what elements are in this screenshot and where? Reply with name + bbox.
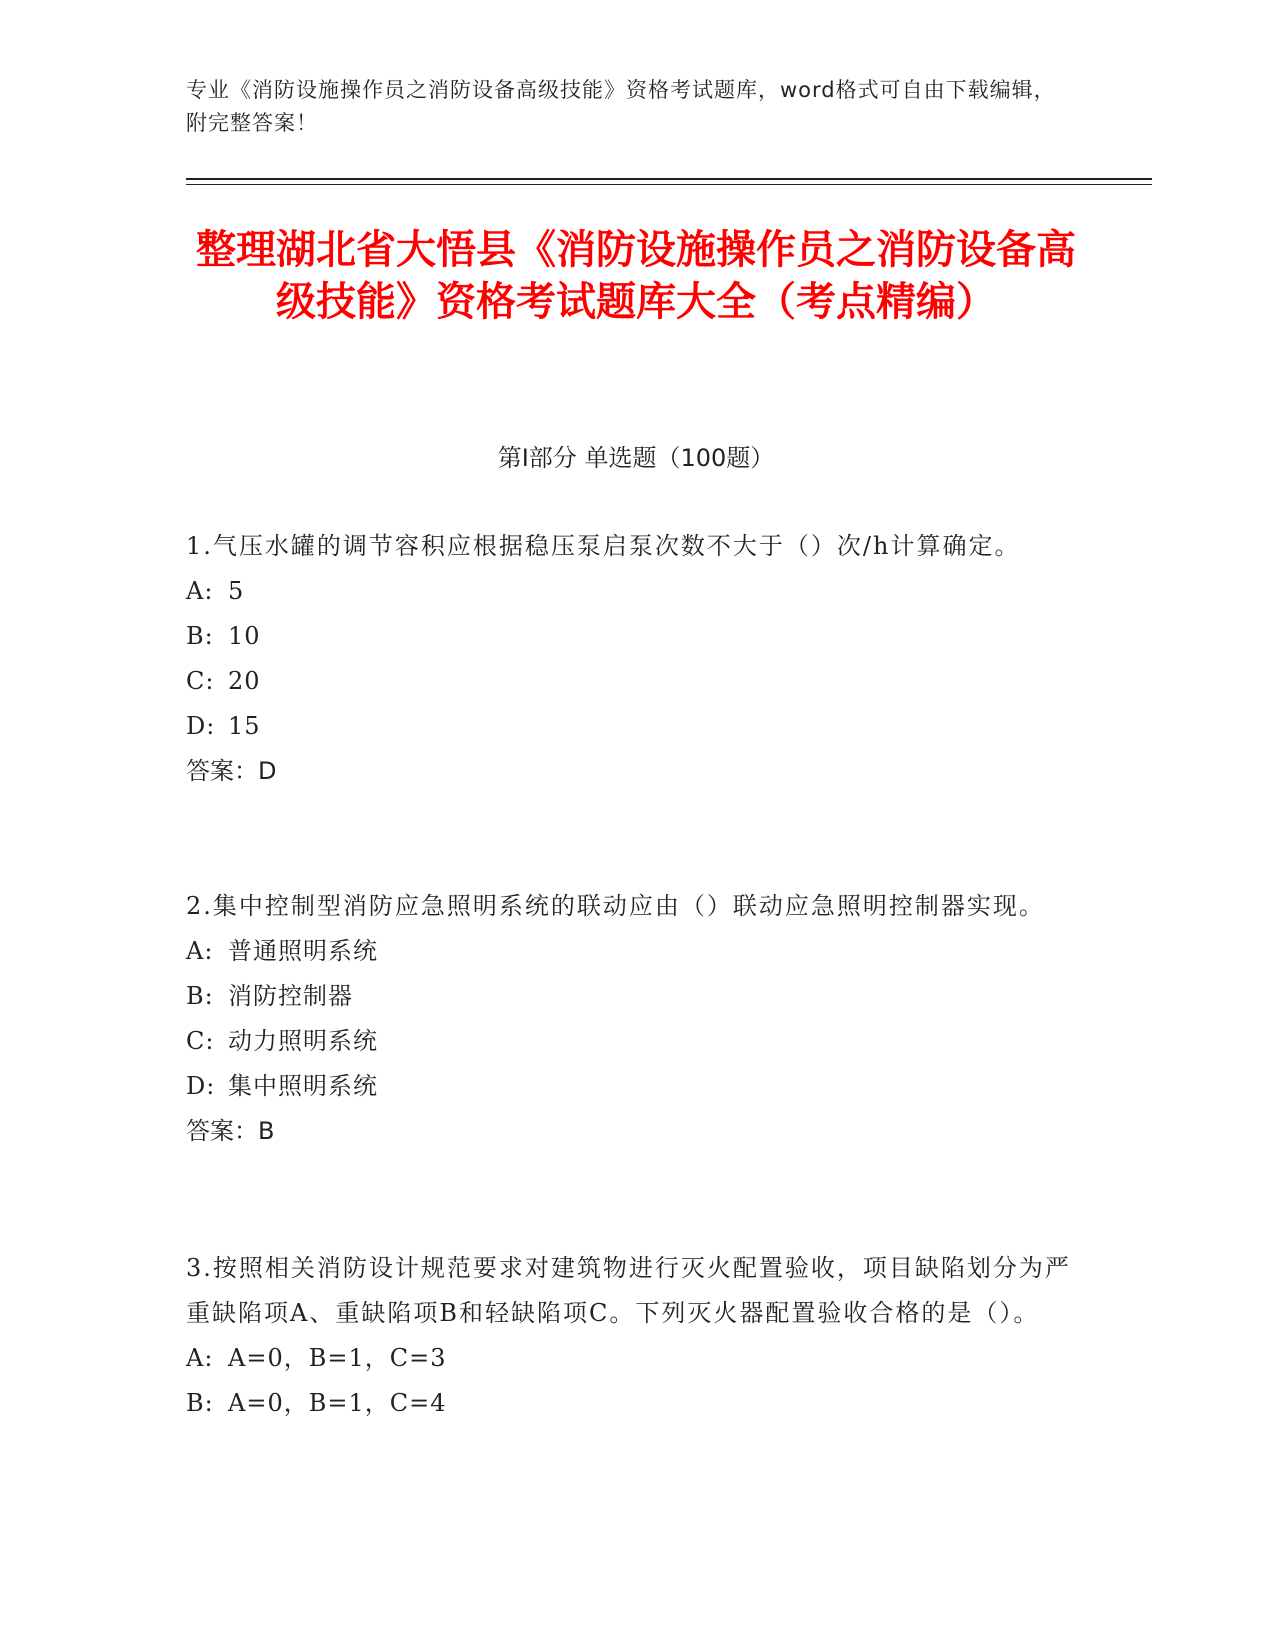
section-heading: 第I部分 单选题（100题） [497,444,775,472]
option-label: A: [186,937,214,965]
option-a [186,1336,1076,1381]
question-3 [186,1246,1076,1426]
option-label: B: [186,622,214,650]
option-label: B: [186,982,214,1010]
option-c [186,1019,1076,1064]
option-text: A=0，B=1，C=3 [228,1344,447,1372]
header-rule-thin [186,184,1152,185]
option-b [186,974,1076,1019]
option-d [186,1064,1076,1109]
answer-line: 答案：B [186,1117,275,1145]
option-label: C: [186,1027,215,1055]
header-rule-thick [186,178,1152,180]
question-2 [186,884,1076,1154]
option-a [186,569,1076,614]
question-stem: 3.按照相关消防设计规范要求对建筑物进行灭火配置验收，项目缺陷划分为严重缺陷项A、重缺陷项B和轻缺陷项C。下列灭火器配置验收合格的是（）。 [186,1254,1071,1327]
option-a [186,929,1076,974]
question-stem: 1.气压水罐的调节容积应根据稳压泵启泵次数不大于（）次/h计算确定。 [186,532,1021,560]
question-stem: 2.集中控制型消防应急照明系统的联动应由（）联动应急照明控制器实现。 [186,892,1045,920]
option-d [186,704,1076,749]
option-label: B: [186,1389,214,1417]
option-text: 动力照明系统 [228,1027,378,1055]
option-text: 5 [228,577,245,605]
option-text: 集中照明系统 [228,1072,378,1100]
option-text: A=0，B=1，C=4 [228,1389,447,1417]
option-label: A: [186,577,214,605]
option-label: A: [186,1344,214,1372]
option-c [186,659,1076,704]
option-text: 消防控制器 [228,982,353,1010]
option-text: 20 [228,667,261,695]
option-label: D: [186,712,216,740]
header-note: 专业《消防设施操作员之消防设备高级技能》资格考试题库，word格式可自由下载编辑，附完整答案！ [186,78,1056,135]
option-text: 普通照明系统 [228,937,378,965]
option-text: 10 [228,622,261,650]
option-label: C: [186,667,215,695]
option-label: D: [186,1072,216,1100]
question-1 [186,524,1076,794]
option-text: 15 [228,712,261,740]
document-title: 整理湖北省大悟县《消防设施操作员之消防设备高级技能》资格考试题库大全（考点精编） [196,227,1076,325]
option-b [186,1381,1076,1426]
answer-line: 答案：D [186,757,277,785]
option-b [186,614,1076,659]
